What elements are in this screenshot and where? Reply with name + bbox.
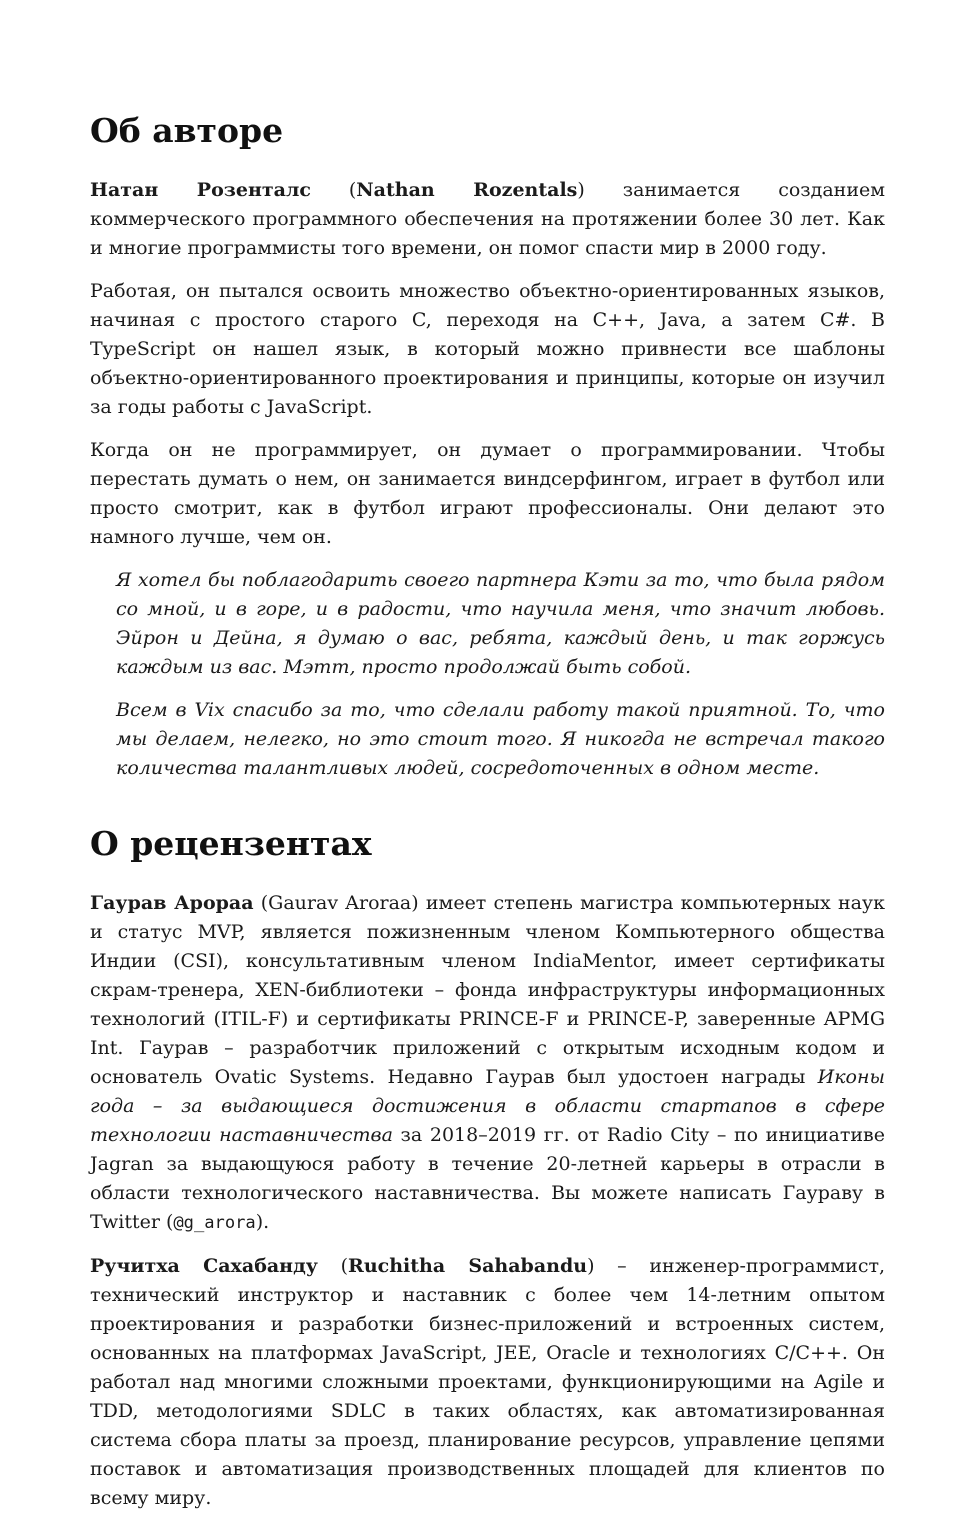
section-title-about-author: Об авторе	[90, 111, 284, 150]
section-title-about-reviewers: О рецензентах	[90, 823, 372, 863]
paragraph-author-languages	[90, 277, 885, 422]
paragraph-author-intro	[90, 176, 885, 263]
text-run: Гаурав Арораа	[90, 891, 254, 914]
text-run: Я хотел бы поблагодарить своего партнера Кэти за то, что была рядом со мной, и в горе, и в радости, что научила меня, что значит любовь. Эйрон и Дейна, я думаю о вас, ребята, каждый день, и так горжусь каждым из вас. Мэтт, просто продолжай быть собой.	[116, 568, 885, 678]
paragraph-author-hobbies	[90, 436, 885, 552]
quote-acknowledgement-family	[116, 566, 885, 682]
text-run: ) – инженер-программист, технический инструктор и наставник с более чем 14-летним опытом проектирования и разработки бизнес-приложений и встроенных систем, основанных на платформах JavaScript, JEE, Oracle и технологиях C/C++. Он работал над многими сложными проектами, функционирующими на Agile и TDD, методологиями SDLC в таких областях, как автоматизированная система сбора платы за проезд, планирование ресурсов, управление цепями поставок и автоматизация производственных площадей для клиентов по всему миру.	[90, 1254, 886, 1509]
text-run: Работая, он пытался освоить множество объектно-ориентированных языков, начиная с простого старого C, переходя на C++, Java, а затем C#. В TypeScript он нашел язык, в который можно привнести все шаблоны объектно-ориентированного проектирования и принципы, которые он изучил за годы работы с JavaScript.	[90, 279, 885, 418]
text-run: Ruchitha Sahabandu	[348, 1254, 588, 1277]
text-run: за 2018–2019 гг. от Radio City – по инициативе Jagran за выдающуюся работу в течение 20-летней карьеры в отрасли в области технологического наставничества. Вы можете написать Гаураву в Twitter (	[90, 1123, 885, 1233]
paragraph-reviewer-ruchitha	[90, 1252, 885, 1513]
text-run: Всем в Vix спасибо за то, что сделали работу такой приятной. То, что мы делаем, нелегко, но это стоит того. Я никогда не встречал такого количества талантливых людей, сосредоточенных в одном месте.	[116, 698, 885, 779]
text-run: Nathan Rozentals	[356, 178, 578, 201]
section-about-reviewers	[90, 825, 885, 1513]
text-run: ) занимается созданием коммерческого программного обеспечения на протяжении более 30 лет. Как и многие программисты того времени, он помог спасти мир в 2000 году.	[90, 178, 886, 259]
text-run: ).	[255, 1210, 270, 1233]
section-about-author	[90, 112, 885, 783]
text-run: (Gaurav Aroraa) имеет степень магистра компьютерных наук и статус MVP, является пожизненным членом Компьютерного общества Индии (CSI), консультативным членом IndiaMentor, имеет сертификаты скрам-тренера, XEN-библиотеки – фонда инфраструктуры информационных технологий (ITIL-F) и сертификаты PRINCE-F и PRINCE-P, заверенные APMG Int. Гаурав – разработчик приложений с открытым исходным кодом и основатель Ovatic Systems. Недавно Гаурав был удостоен награды	[90, 891, 885, 1088]
text-run: Ручитха Сахабанду	[90, 1254, 318, 1277]
paragraph-reviewer-gaurav	[90, 889, 885, 1238]
quote-acknowledgement-vix	[116, 696, 885, 783]
text-run: Иконы года – за выдающиеся достижения в области стартапов в сфере технологии наставничества	[90, 1065, 885, 1146]
text-run: Натан Розенталс	[90, 178, 311, 201]
text-run: (	[310, 178, 357, 201]
text-run: @g_arora	[173, 1212, 256, 1233]
text-run: Когда он не программирует, он думает о программировании. Чтобы перестать думать о нем, он занимается виндсерфингом, играет в футбол или просто смотрит, как в футбол играют профессионалы. Они делают это намного лучше, чем он.	[90, 438, 885, 548]
text-run: (	[317, 1254, 349, 1277]
